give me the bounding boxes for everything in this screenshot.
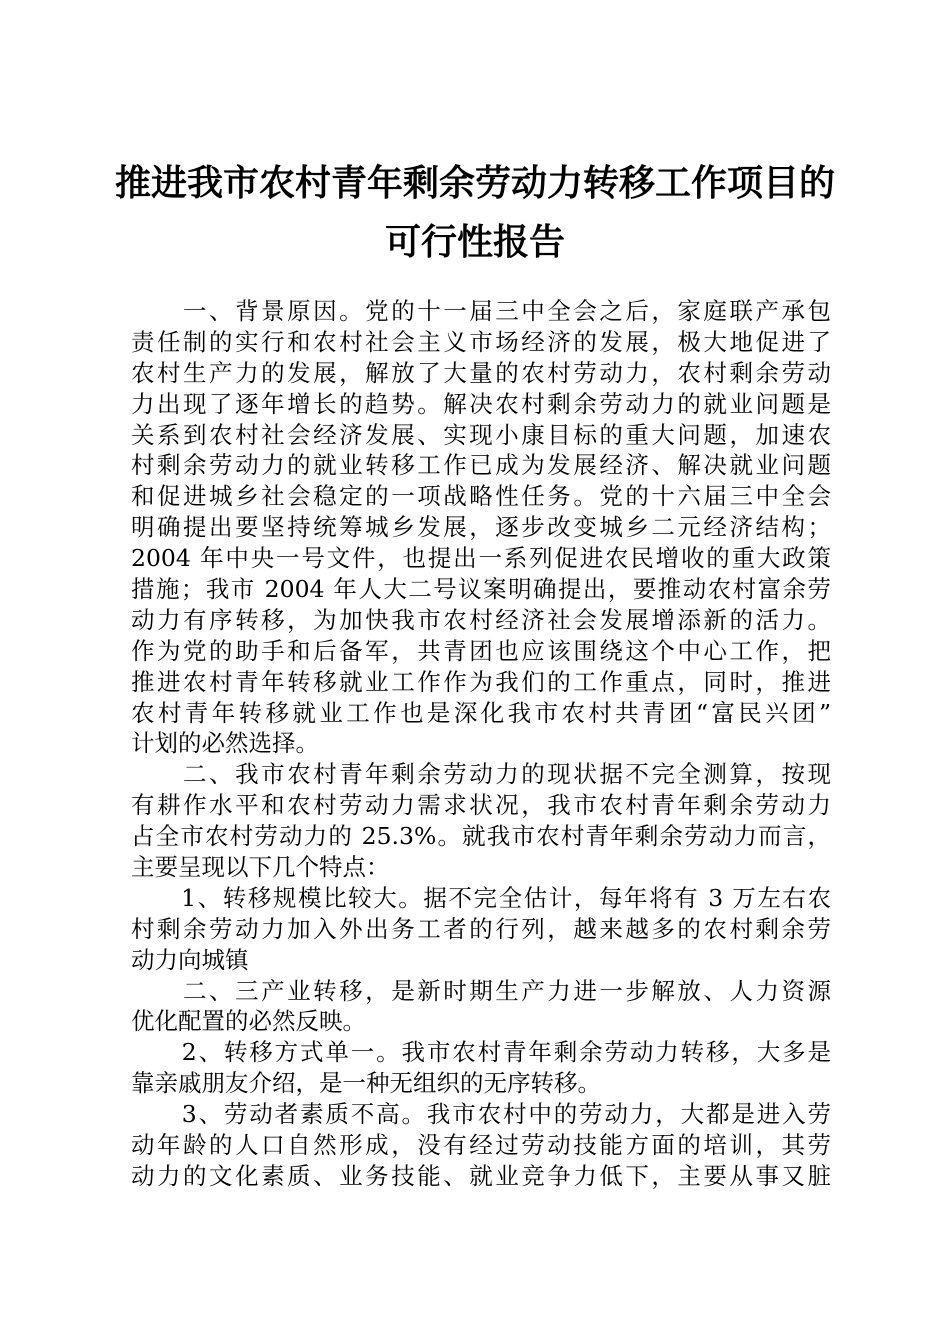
body-line: 动年龄的人口自然形成，没有经过劳动技能方面的培训，其劳 bbox=[131, 1131, 831, 1160]
body-line: 计划的必然选择。 bbox=[131, 729, 319, 758]
document-title-line-1: 推进我市农村青年剩余劳动力转移工作项目的 bbox=[114, 162, 835, 204]
body-line: 作为党的助手和后备军，共青团也应该围绕这个中心工作，把 bbox=[131, 636, 831, 665]
body-line: 2、转移方式单一。我市农村青年剩余劳动力转移，大多是 bbox=[131, 1038, 831, 1067]
body-line: 农村青年转移就业工作也是深化我市农村共青团“富民兴团” bbox=[131, 698, 831, 727]
body-line: 关系到农村社会经济发展、实现小康目标的重大问题，加速农 bbox=[131, 420, 831, 449]
body-line: 动力有序转移，为加快我市农村经济社会发展增添新的活力。 bbox=[131, 605, 831, 634]
body-line: 2004 年中央一号文件，也提出一系列促进农民增收的重大政策 bbox=[131, 544, 831, 573]
body-line: 有耕作水平和农村劳动力需求状况，我市农村青年剩余劳动力 bbox=[131, 791, 831, 820]
document-body bbox=[131, 296, 831, 1192]
body-line: 推进农村青年转移就业工作作为我们的工作重点，同时，推进 bbox=[131, 667, 831, 696]
body-line: 农村生产力的发展，解放了大量的农村劳动力，农村剩余劳动 bbox=[131, 358, 831, 387]
body-line: 靠亲戚朋友介绍，是一种无组织的无序转移。 bbox=[131, 1069, 601, 1098]
body-line: 二、三产业转移，是新时期生产力进一步解放、人力资源 bbox=[131, 976, 831, 1005]
document-title-line-2: 可行性报告 bbox=[384, 221, 565, 263]
body-line: 二、我市农村青年剩余劳动力的现状据不完全测算，按现 bbox=[131, 760, 831, 789]
body-line: 3、劳动者素质不高。我市农村中的劳动力，大都是进入劳 bbox=[131, 1100, 831, 1129]
body-line: 村剩余劳动力的就业转移工作已成为发展经济、解决就业问题 bbox=[131, 451, 831, 480]
body-line: 优化配置的必然反映。 bbox=[131, 1007, 366, 1036]
body-line: 力出现了逐年增长的趋势。解决农村剩余劳动力的就业问题是 bbox=[131, 389, 831, 418]
body-line: 动力向城镇 bbox=[131, 945, 249, 974]
body-line: 措施；我市 2004 年人大二号议案明确提出，要推动农村富余劳 bbox=[131, 575, 831, 604]
body-line: 主要呈现以下几个特点： bbox=[131, 853, 390, 882]
body-line: 责任制的实行和农村社会主义市场经济的发展，极大地促进了 bbox=[131, 327, 831, 356]
body-line: 占全市农村劳动力的 25.3%。就我市农村青年剩余劳动力而言， bbox=[131, 822, 831, 851]
body-line: 明确提出要坚持统筹城乡发展，逐步改变城乡二元经济结构； bbox=[131, 513, 831, 542]
body-line: 村剩余劳动力加入外出务工者的行列，越来越多的农村剩余劳 bbox=[131, 914, 831, 943]
body-line: 一、背景原因。党的十一届三中全会之后，家庭联产承包 bbox=[131, 297, 831, 325]
body-line: 和促进城乡社会稳定的一项战略性任务。党的十六届三中全会 bbox=[131, 482, 831, 511]
body-line: 动力的文化素质、业务技能、就业竞争力低下，主要从事又脏 bbox=[131, 1161, 831, 1190]
body-line: 1、转移规模比较大。据不完全估计，每年将有 3 万左右农 bbox=[131, 883, 831, 912]
